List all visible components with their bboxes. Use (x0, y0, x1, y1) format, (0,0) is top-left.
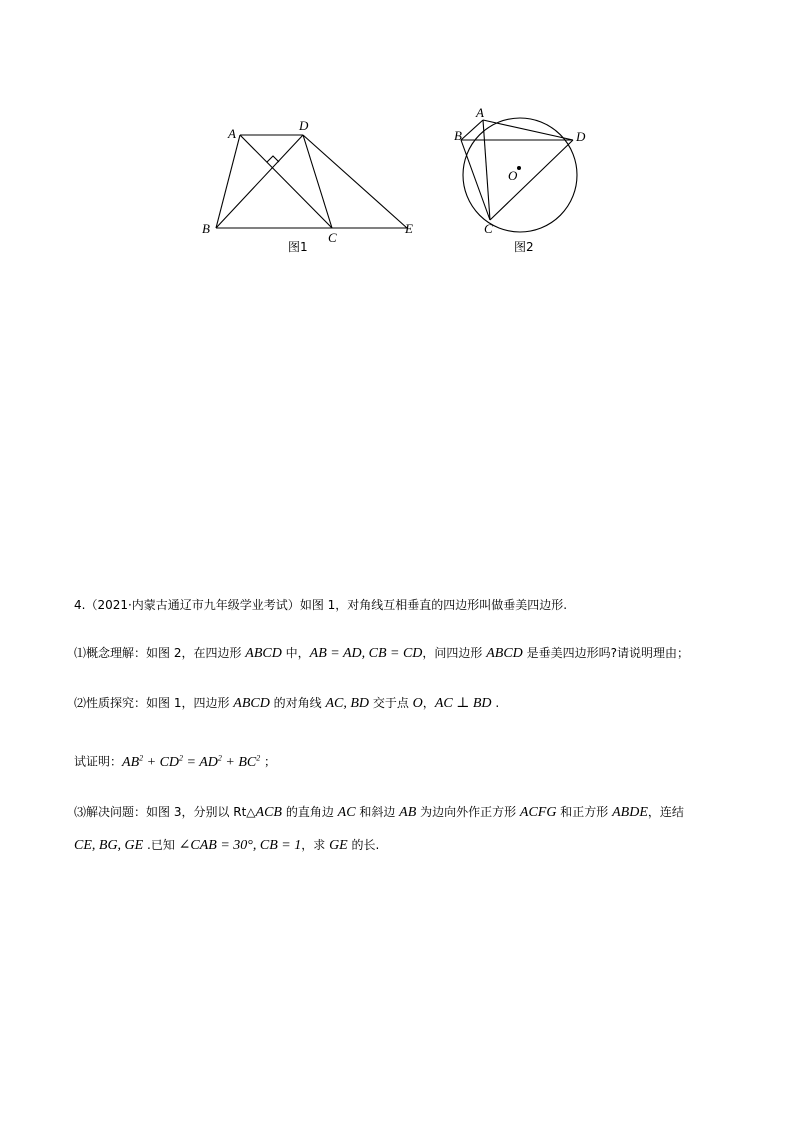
fig2-caption: 图2 (514, 240, 534, 254)
part3-triangle: ACB (255, 805, 282, 820)
center-point (517, 166, 521, 170)
part1-tail: 是垂美四边形吗?请说明理由； (522, 646, 689, 660)
part2b-line (74, 753, 276, 771)
right-angle-mark (267, 156, 279, 162)
fig1-label-d: D (299, 118, 309, 133)
figure-2 (461, 118, 577, 232)
geometry-figures (190, 100, 610, 260)
part3-given: ∠CAB = 30°, CB = 1 (178, 838, 302, 853)
part2-quad: ABCD (233, 696, 270, 711)
eq-term-2: + CD (143, 754, 180, 770)
part2-mid: 的对角线 (269, 696, 326, 710)
part2-sep: ， (422, 696, 435, 710)
fig1-label-b: B (202, 221, 210, 236)
part3-tail1: ，连结 (647, 805, 684, 819)
part1-lead: ⑴概念理解：如图 2，在四边形 (74, 646, 246, 660)
figures-area (190, 100, 610, 260)
part2-lead: ⑵性质探究：如图 1，四边形 (74, 696, 234, 710)
part2b-lead: 试证明： (74, 754, 123, 769)
fig2-label-o: O (508, 168, 518, 183)
problem-intro-line (74, 598, 567, 612)
part3-rt: Rt△ (233, 805, 256, 819)
part1-mid2: ，问四边形 (422, 646, 487, 660)
part2-diagonals: AC, BD (325, 696, 370, 711)
circle-o (463, 118, 577, 232)
fig1-label-e: E (405, 221, 413, 236)
problem-number: 4. (74, 598, 86, 612)
part2-tail: . (491, 696, 500, 710)
fig2-label-b: B (454, 128, 462, 143)
segment-cd-2 (490, 140, 573, 220)
part2-line (74, 696, 499, 713)
part2b-tail: ； (260, 754, 277, 769)
segment-ab-2 (461, 120, 483, 140)
eq-exp-4: 2 (256, 753, 261, 762)
eq-term-4: + BC (221, 754, 257, 770)
fig1-label-a: A (228, 126, 236, 141)
eq-exp-2: 2 (179, 753, 184, 762)
part3-square-2: ABDE (612, 805, 648, 820)
part3-tail2: 的长. (347, 838, 380, 852)
eq-term-1: AB (122, 754, 140, 770)
part3-mid2: 和斜边 (355, 805, 400, 819)
eq-term-3: = AD (183, 754, 218, 770)
diagonal-bd (216, 135, 303, 228)
equation (122, 755, 260, 770)
fig2-label-a: A (476, 105, 484, 120)
part3-mid4: 和正方形 (556, 805, 613, 819)
eq-exp-3: 2 (217, 753, 222, 762)
fig1-caption: 图1 (288, 240, 308, 254)
part1-quad2: ABCD (486, 646, 523, 661)
part1-condition: AB = AD, CB = CD (309, 646, 423, 661)
part2-perpendicular: AC ⊥ BD (434, 696, 492, 711)
segment-ab (216, 135, 240, 228)
part3-target: GE (329, 838, 348, 853)
part3-mid5: .已知 (143, 838, 179, 852)
fig1-label-c: C (328, 230, 337, 245)
part3-leg: AC (337, 805, 356, 820)
part1-line (74, 646, 689, 663)
fig2-label-d: D (576, 129, 586, 144)
part2-point: O (412, 696, 423, 711)
segment-ad-2 (483, 120, 573, 140)
part2-mid2: 交于点 (369, 696, 413, 710)
part3-segments: CE, BG, GE (74, 838, 144, 853)
part3-square-1: ACFG (519, 805, 557, 820)
problem-intro: 如图 1，对角线互相垂直的四边形叫做垂美四边形. (299, 598, 568, 612)
fig2-label-c: C (484, 221, 493, 236)
part3-lead: ⑶解决问题：如图 3，分别以 (74, 805, 234, 819)
part3-mid1: 的直角边 (282, 805, 338, 819)
part3-line-2 (74, 838, 379, 855)
part1-quad: ABCD (245, 646, 282, 661)
part3-mid6: ，求 (301, 838, 330, 852)
problem-source: （2021·内蒙古通辽市九年级学业考试） (85, 598, 300, 612)
part3-line-1 (74, 805, 684, 822)
part1-mid: 中， (281, 646, 310, 660)
eq-exp-1: 2 (139, 753, 144, 762)
figure-1 (216, 135, 407, 228)
part3-mid3: 为边向外作正方形 (416, 805, 520, 819)
part3-hypotenuse: AB (399, 805, 417, 820)
